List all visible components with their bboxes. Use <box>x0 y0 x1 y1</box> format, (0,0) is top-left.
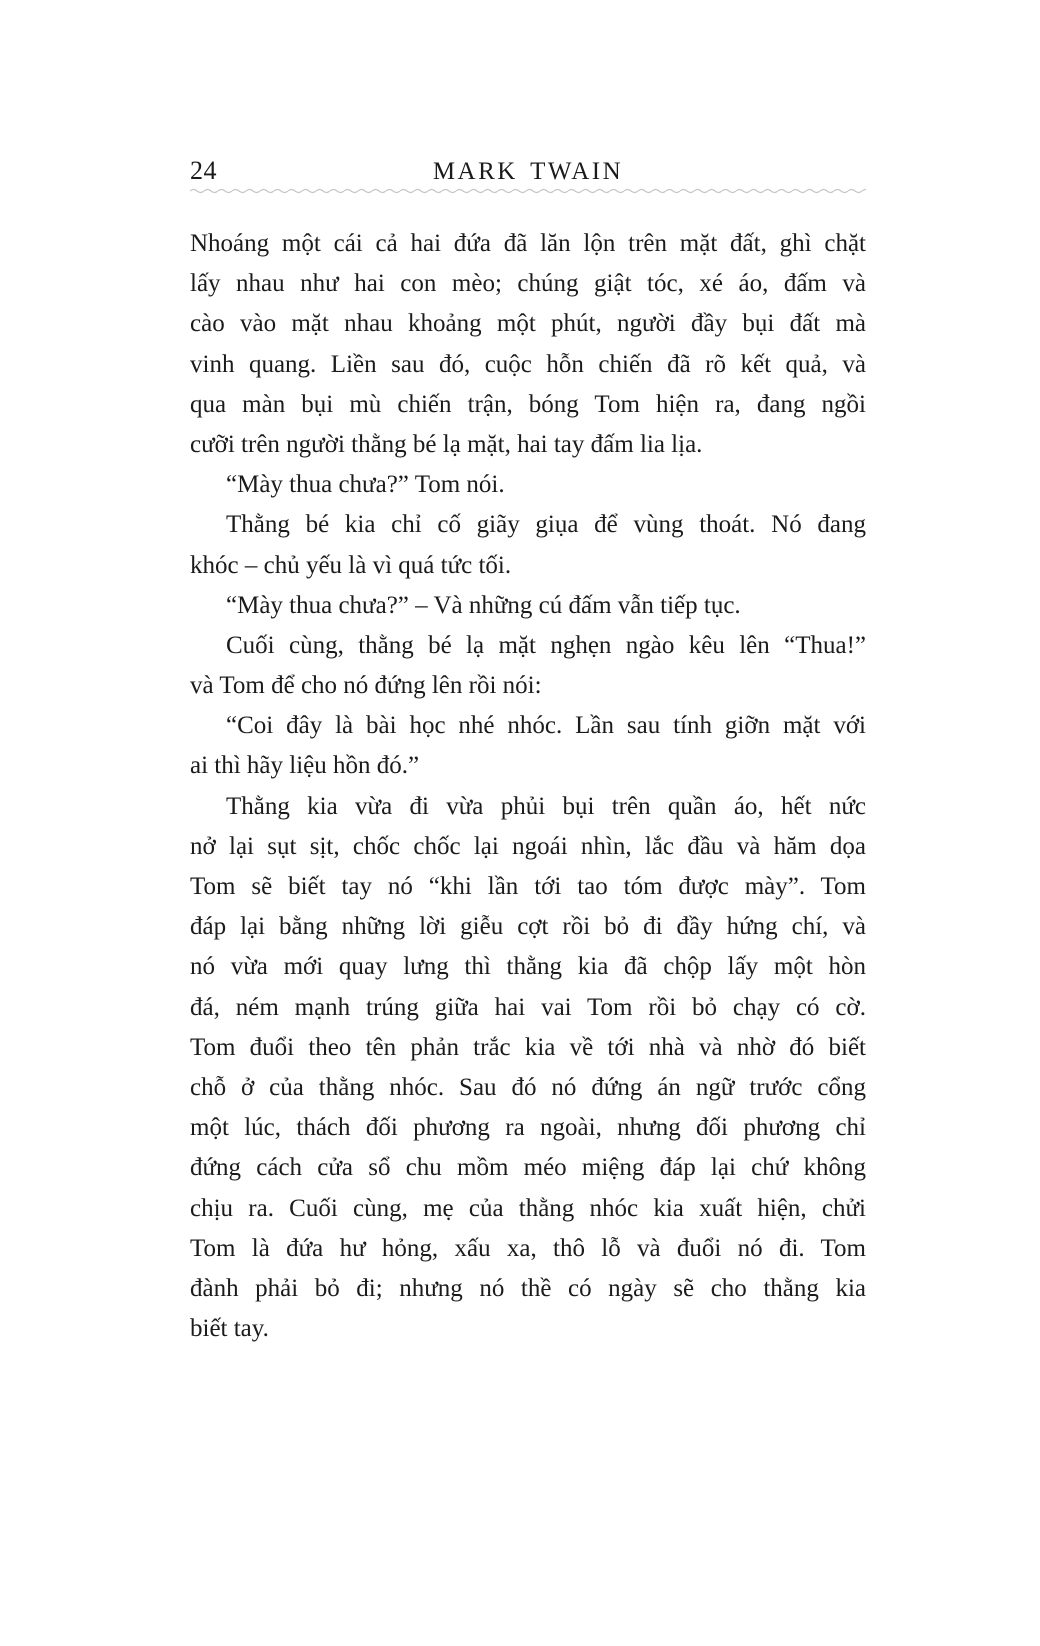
text-line: cào vào mặt nhau khoảng một phút, người đầy bụi đất mà <box>190 310 866 338</box>
text-line: nở lại sụt sịt, chốc chốc lại ngoái nhìn, lắc đầu và hăm dọa <box>190 832 866 860</box>
text-line: vinh quang. Liền sau đó, cuộc hỗn chiến đã rõ kết quả, và <box>190 350 866 378</box>
text-line: Thằng bé kia chỉ cố giãy giụa để vùng thoát. Nó đang <box>226 511 866 539</box>
text-line: “Coi đây là bài học nhé nhóc. Lần sau tính giỡn mặt với <box>226 712 866 740</box>
body-text <box>190 224 866 1349</box>
paragraph <box>190 706 866 786</box>
paragraph <box>190 465 866 505</box>
text-line: chịu ra. Cuối cùng, mẹ của thằng nhóc kia xuất hiện, chửi <box>190 1194 866 1222</box>
text-line: ai thì hãy liệu hồn đó.” <box>190 752 420 780</box>
running-title: MARK TWAIN <box>432 158 624 185</box>
text-line: và Tom để cho nó đứng lên rồi nói: <box>190 672 542 700</box>
text-line: cưỡi trên người thằng bé lạ mặt, hai tay đấm lia lịa. <box>190 430 703 458</box>
text-line: “Mày thua chưa?” – Và những cú đấm vẫn tiếp tục. <box>226 591 741 619</box>
text-line: nó vừa mới quay lưng thì thằng kia đã chộp lấy một hòn <box>190 953 866 981</box>
text-line: Cuối cùng, thằng bé lạ mặt nghẹn ngào kêu lên “Thua!” <box>226 631 866 659</box>
text-line: đáp lại bằng những lời giễu cợt rồi bỏ đi đầy hứng chí, và <box>190 913 866 941</box>
text-line: đành phải bỏ đi; nhưng nó thề có ngày sẽ cho thằng kia <box>190 1274 866 1302</box>
text-line: đứng cách cửa sổ chu mồm méo miệng đáp lại chứ không <box>190 1154 866 1182</box>
paragraph <box>190 626 866 706</box>
text-line: lấy nhau như hai con mèo; chúng giật tóc, xé áo, đấm và <box>190 270 866 298</box>
text-line: Tom sẽ biết tay nó “khi lần tới tao tóm được mày”. Tom <box>190 873 866 900</box>
text-line: một lúc, thách đối phương ra ngoài, nhưng đối phương chỉ <box>190 1114 866 1142</box>
text-line: qua màn bụi mù chiến trận, bóng Tom hiện ra, đang ngồi <box>190 390 866 418</box>
text-line: Thằng kia vừa đi vừa phủi bụi trên quần áo, hết nức <box>226 792 866 820</box>
text-line: chỗ ở của thằng nhóc. Sau đó nó đứng án ngữ trước cổng <box>190 1073 866 1101</box>
paragraph <box>190 505 866 585</box>
text-line: “Mày thua chưa?” Tom nói. <box>226 471 505 499</box>
paragraph <box>190 787 866 1350</box>
page-number: 24 <box>190 156 217 185</box>
text-line: Tom là đứa hư hỏng, xấu xa, thô lỗ và đuổi nó đi. Tom <box>190 1234 866 1262</box>
paragraph <box>190 224 866 465</box>
page-header <box>190 152 866 186</box>
text-line: khóc – chủ yếu là vì quá tức tối. <box>190 551 512 579</box>
text-line: biết tay. <box>190 1315 269 1343</box>
text-line: đá, ném mạnh trúng giữa hai vai Tom rồi bỏ chạy có cờ. <box>190 993 866 1021</box>
text-line: Tom đuổi theo tên phản trắc kia về tới nhà và nhờ đó biết <box>190 1033 866 1061</box>
text-line: Nhoáng một cái cả hai đứa đã lăn lộn trên mặt đất, ghì chặt <box>190 230 866 257</box>
paragraph <box>190 586 866 626</box>
header-divider-wavy-line <box>190 186 866 196</box>
